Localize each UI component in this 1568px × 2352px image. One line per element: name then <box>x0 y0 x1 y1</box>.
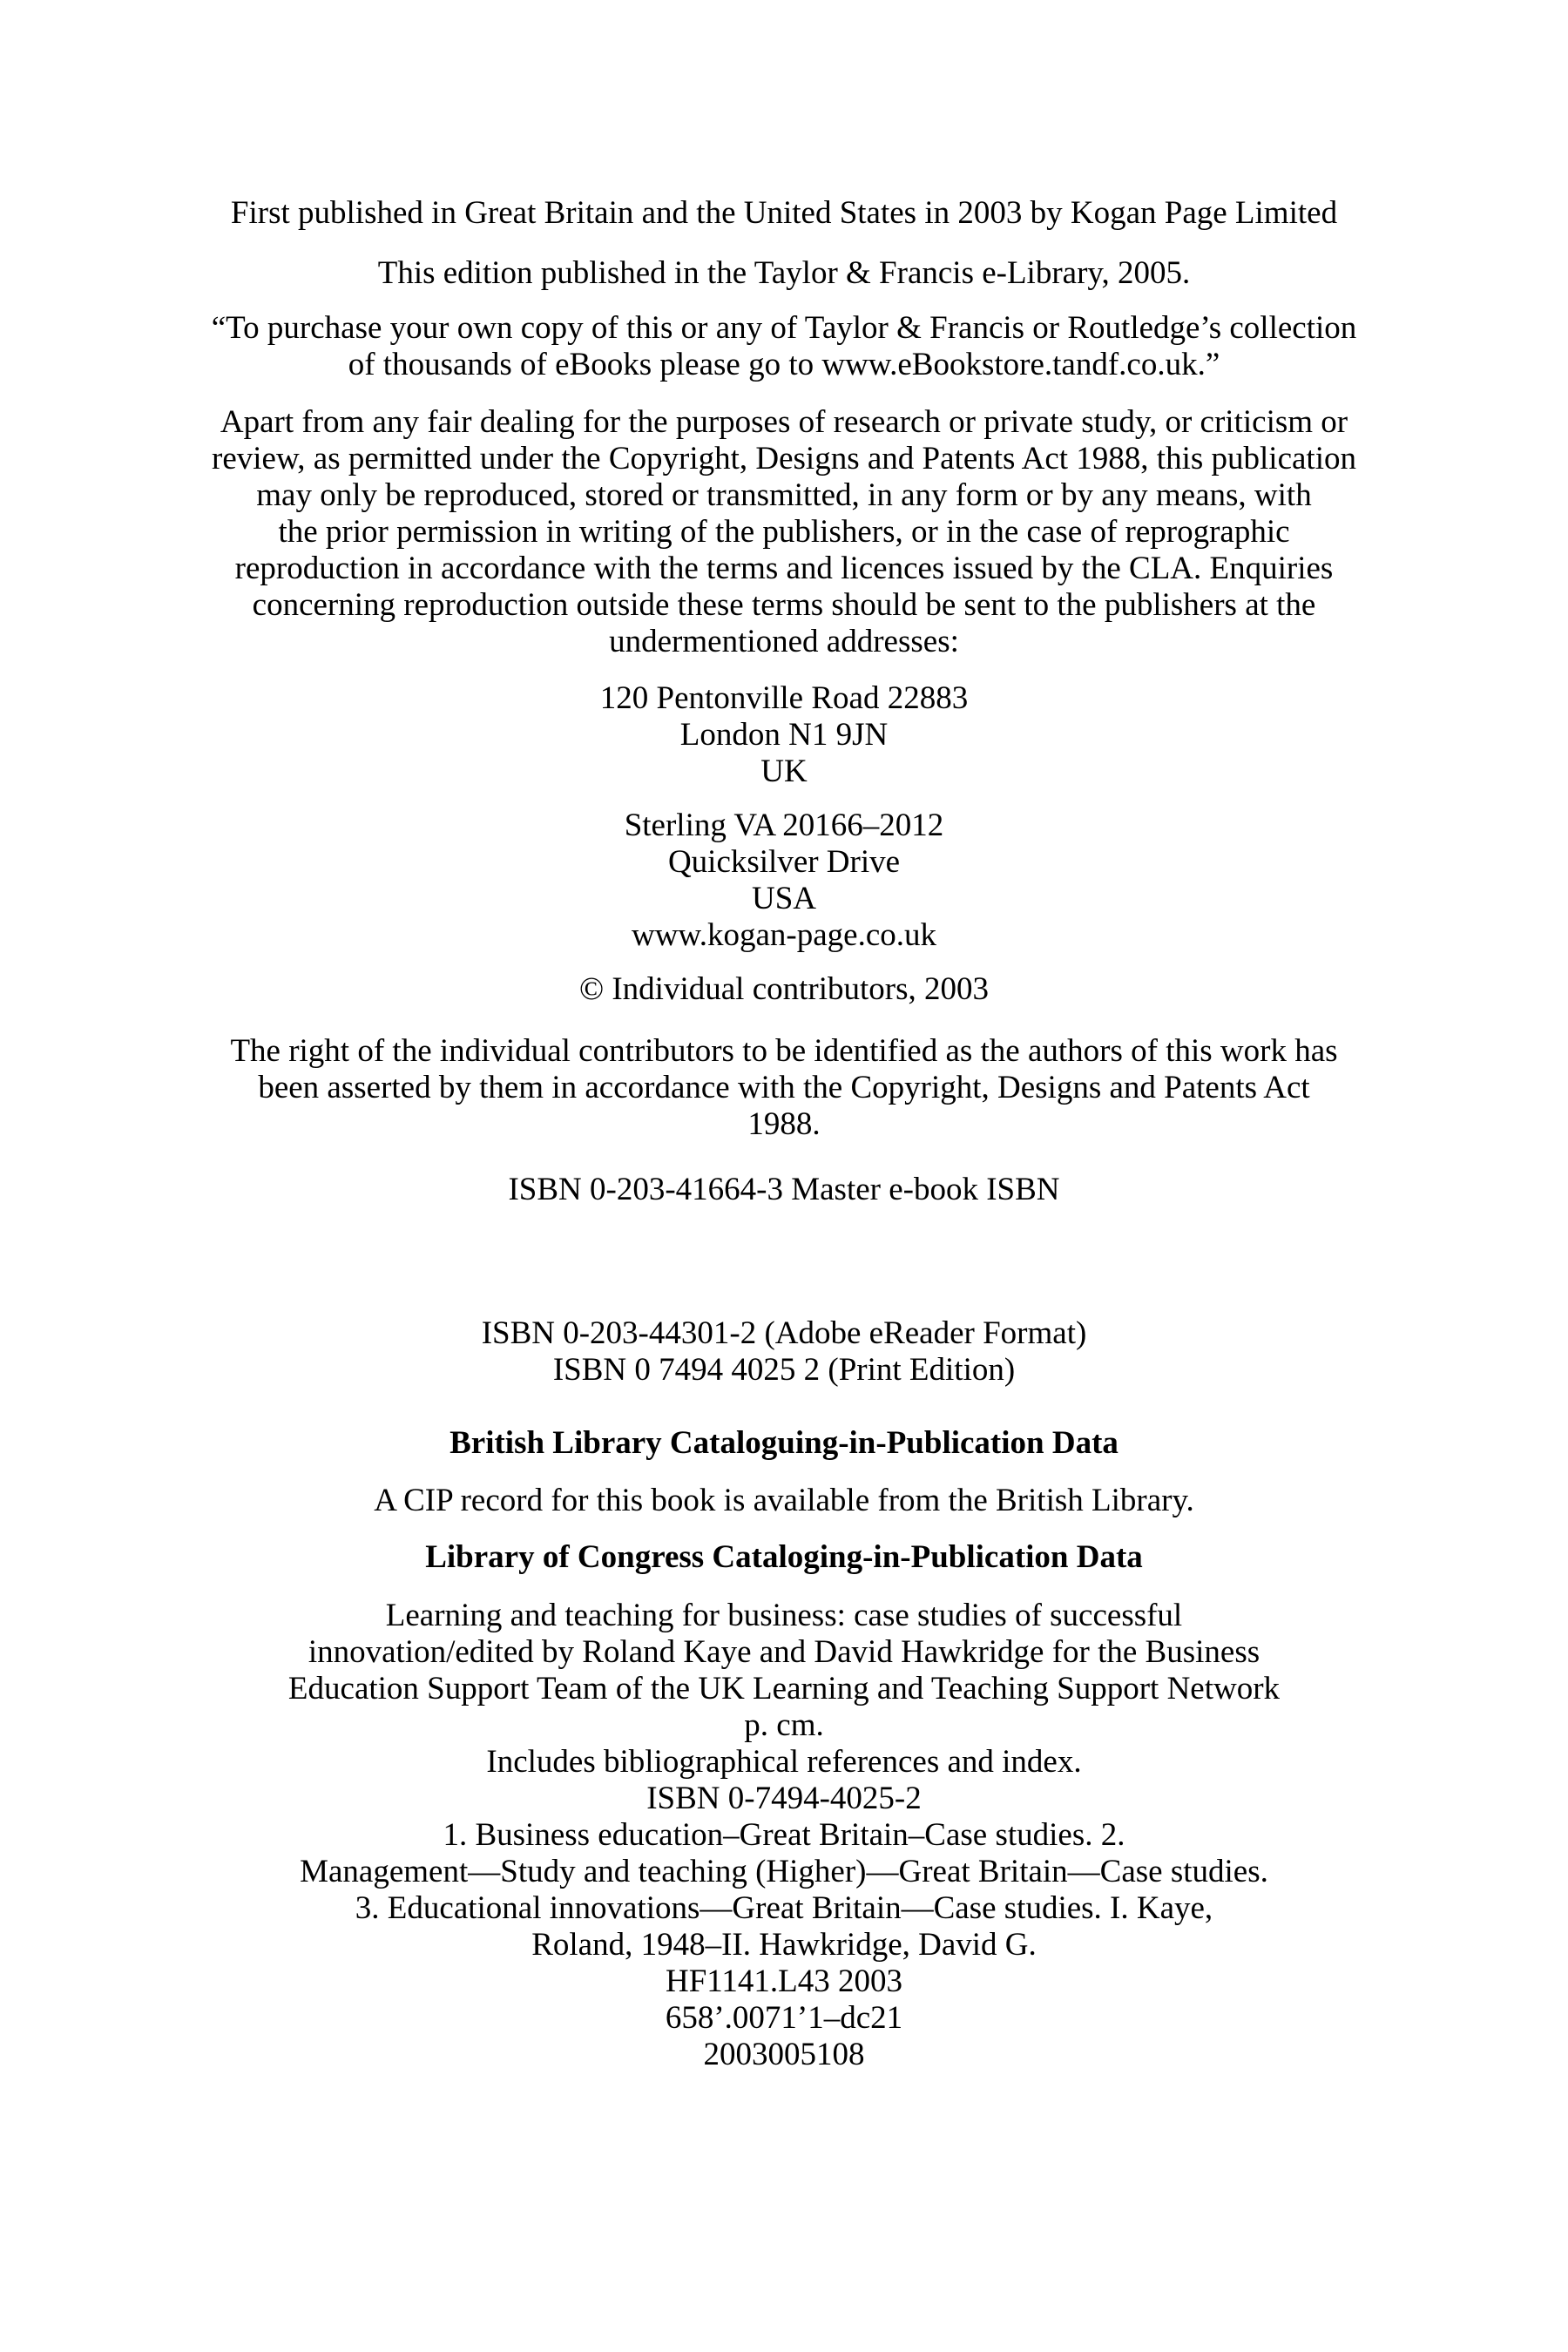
first-published <box>0 195 1568 232</box>
this-edition <box>0 255 1568 292</box>
text-line: Sterling VA 20166–2012 <box>624 808 944 843</box>
text-line: review, as permitted under the Copyright, Designs and Patents Act 1988, this publication <box>212 441 1356 476</box>
text-line: may only be reproduced, stored or transmitted, in any form or by any means, with <box>256 477 1312 513</box>
bl-text <box>0 1483 1568 1519</box>
website-link: www.kogan-page.co.uk <box>631 917 937 953</box>
text-line: been asserted by them in accordance with the Copyright, Designs and Patents Act <box>258 1070 1310 1105</box>
text-line: © Individual contributors, 2003 <box>579 971 989 1007</box>
text-line: A CIP record for this book is available from the British Library. <box>374 1483 1194 1518</box>
text-line: Quicksilver Drive <box>667 844 901 880</box>
text-line: First published in Great Britain and the United States in 2003 by Kogan Page Limited <box>230 195 1338 231</box>
text-line: UK <box>760 754 808 789</box>
text-line: Apart from any fair dealing for the purposes of research or private study, or criticism or <box>220 404 1348 440</box>
heading: British Library Cataloguing-in-Publication Data <box>449 1425 1119 1461</box>
text-line: Education Support Team of the UK Learning and Teaching Support Network <box>287 1671 1281 1707</box>
text-line: ISBN 0-203-41664-3 Master e-book ISBN <box>508 1172 1060 1207</box>
text-line: the prior permission in writing of the publishers, or in the case of reprographic <box>278 514 1290 550</box>
text-line: ISBN 0-203-44301-2 (Adobe eReader Format) <box>481 1315 1087 1351</box>
loc-record <box>0 1598 1568 2073</box>
address-us <box>0 808 1568 954</box>
text-line: of thousands of eBooks please go to www.eBookstore.tandf.co.uk.” <box>348 347 1220 382</box>
text-line: USA <box>751 881 817 916</box>
copyright-notice <box>0 404 1568 660</box>
copyright-line <box>0 971 1568 1008</box>
text-line: reproduction in accordance with the terms and licences issued by the CLA. Enquiries <box>234 551 1334 586</box>
address-uk <box>0 680 1568 790</box>
text-line: 3. Educational innovations—Great Britain—Case studies. I. Kaye, <box>355 1890 1213 1926</box>
text-line: undermentioned addresses: <box>609 624 959 659</box>
text-line: HF1141.L43 2003 <box>665 1963 903 1999</box>
moral-rights <box>0 1033 1568 1143</box>
isbn-other <box>0 1315 1568 1389</box>
text-line: Management—Study and teaching (Higher)—Great Britain—Case studies. <box>300 1854 1268 1889</box>
text-line: 2003005108 <box>703 2037 865 2072</box>
heading: Library of Congress Cataloging-in-Publication Data <box>425 1539 1143 1575</box>
text-line: 120 Pentonville Road 22883 <box>599 680 969 716</box>
text-line: concerning reproduction outside these terms should be sent to the publishers at the <box>252 587 1316 623</box>
text-line: 1. Business education–Great Britain–Case studies. 2. <box>443 1817 1125 1853</box>
text-line: London N1 9JN <box>679 717 889 753</box>
purchase-note <box>0 310 1568 383</box>
text-line: “To purchase your own copy of this or any of Taylor & Francis or Routledge’s collection <box>211 310 1357 346</box>
text-line: Includes bibliographical references and index. <box>486 1744 1082 1780</box>
text-line: Learning and teaching for business: case studies of successful <box>385 1598 1183 1633</box>
isbn-master <box>0 1172 1568 1208</box>
text-line: The right of the individual contributors to be identified as the authors of this work has <box>230 1033 1338 1069</box>
text-line: 658’.0071’1–dc21 <box>665 2000 903 2036</box>
text-line: Roland, 1948–II. Hawkridge, David G. <box>531 1927 1037 1963</box>
bl-heading <box>0 1425 1568 1462</box>
loc-heading <box>0 1539 1568 1576</box>
text-line: p. cm. <box>744 1707 824 1743</box>
text-line: This edition published in the Taylor & Francis e-Library, 2005. <box>377 255 1191 291</box>
text-line: innovation/edited by Roland Kaye and David Hawkridge for the Business <box>308 1634 1260 1670</box>
text-line: ISBN 0-7494-4025-2 <box>646 1781 922 1816</box>
text-line: 1988. <box>747 1106 821 1142</box>
text-line: ISBN 0 7494 4025 2 (Print Edition) <box>552 1352 1016 1388</box>
